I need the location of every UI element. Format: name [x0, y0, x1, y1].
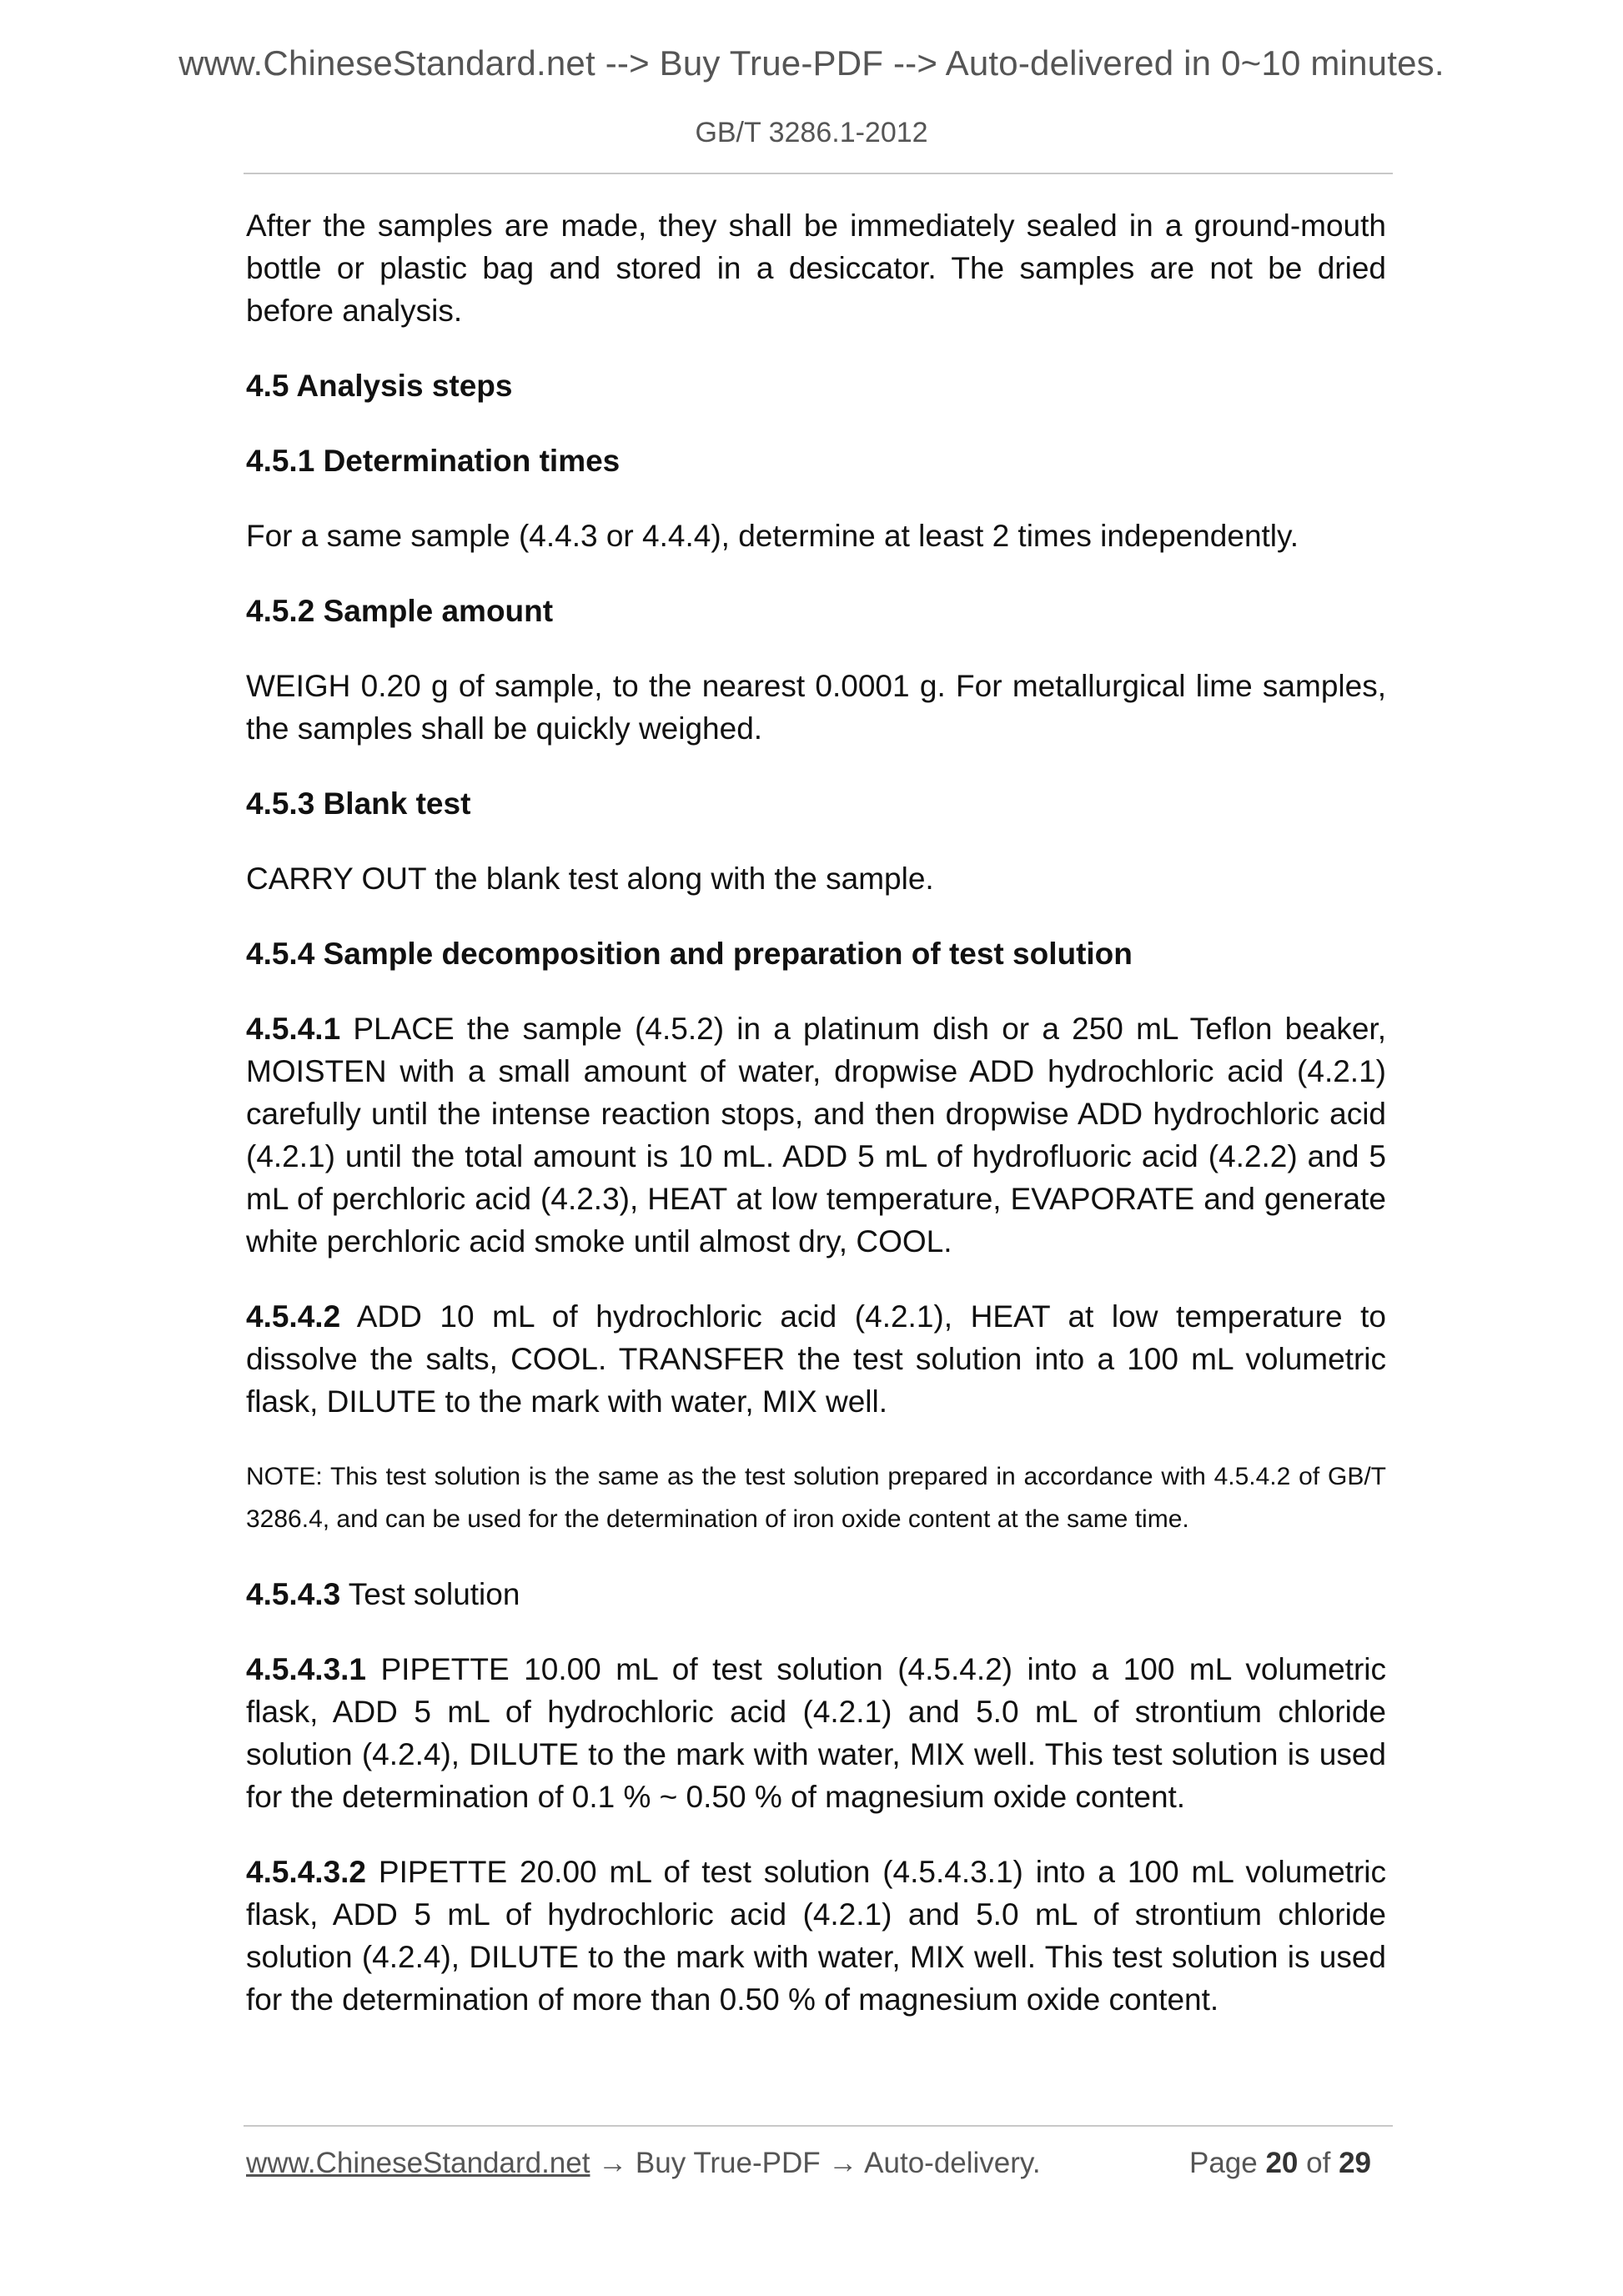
clause-number-4-5-4-1: 4.5.4.1 [246, 1012, 341, 1046]
header-divider [244, 173, 1393, 174]
footer-left [246, 2147, 1041, 2180]
current-page-number: 20 [1265, 2147, 1299, 2179]
intro-paragraph: After the samples are made, they shall be immediately sealed in a ground-mouth bottle or plastic bag and stored in a desiccator. The samples are not be dried before analysis. [246, 208, 1386, 328]
footer-tagline: → Buy True-PDF → Auto-delivery. [590, 2147, 1041, 2179]
section-heading-4-5-4: 4.5.4 Sample decomposition and preparation of test solution [246, 937, 1133, 971]
footer-divider [244, 2125, 1393, 2127]
paragraph-4-5-1: For a same sample (4.4.3 or 4.4.4), determine at least 2 times independently. [246, 519, 1299, 553]
note-paragraph: NOTE: This test solution is the same as the test solution prepared in accordance with 4.5.4.2 of GB/T 3286.4, and can be used for the determination of iron oxide content at the same time. [246, 1463, 1386, 1533]
clause-text-4-5-4-3: Test solution [340, 1577, 520, 1611]
clause-text-4-5-4-2: ADD 10 mL of hydrochloric acid (4.2.1), HEAT at low temperature to dissolve the salts, COOL. TRANSFER the test solution into a 100 mL volumetric flask, DILUTE to the mark with water, MIX well. [246, 1299, 1386, 1419]
section-heading-4-5-3: 4.5.3 Blank test [246, 786, 471, 821]
clause-number-4-5-4-3: 4.5.4.3 [246, 1577, 341, 1611]
page-word: Page [1188, 2147, 1258, 2179]
header-banner: www.ChineseStandard.net --> Buy True-PDF --> Auto-delivered in 0~10 minutes. [178, 43, 1445, 83]
of-word: of [1306, 2147, 1331, 2179]
standard-number: GB/T 3286.1-2012 [695, 117, 928, 148]
total-page-count: 29 [1339, 2147, 1371, 2179]
clause-text-4-5-4-3-2: PIPETTE 20.00 mL of test solution (4.5.4.3.1) into a 100 mL volumetric flask, ADD 5 mL of hydrochloric acid (4.2.1) and 5.0 mL of strontium chloride solution (4.2.4), DILUTE to the mark with water, MIX well. This test solution is used for the determination of more than 0.50 % of magnesium oxide content. [246, 1855, 1386, 2017]
clause-text-4-5-4-3-1: PIPETTE 10.00 mL of test solution (4.5.4.2) into a 100 mL volumetric flask, ADD 5 mL of hydrochloric acid (4.2.1) and 5.0 mL of strontium chloride solution (4.2.4), DILUTE to the mark with water, MIX well. This test solution is used for the determination of 0.1 % ~ 0.50 % of magnesium oxide content. [246, 1652, 1386, 1814]
paragraph-4-5-4-3 [246, 1573, 1386, 1615]
paragraph-4-5-2: WEIGH 0.20 g of sample, to the nearest 0.0001 g. For metallurgical lime samples, the samples shall be quickly weighed. [246, 669, 1386, 746]
paragraph-4-5-4-3-1 [246, 1648, 1386, 1818]
paragraph-4-5-4-3-2 [246, 1851, 1386, 2021]
paragraph-4-5-4-2 [246, 1295, 1386, 1423]
clause-number-4-5-4-3-2: 4.5.4.3.2 [246, 1855, 367, 1889]
footer-website-link[interactable]: www.ChineseStandard.net [246, 2147, 590, 2179]
section-heading-4-5-1: 4.5.1 Determination times [246, 444, 621, 478]
clause-number-4-5-4-2: 4.5.4.2 [246, 1299, 341, 1334]
paragraph-4-5-3: CARRY OUT the blank test along with the sample. [246, 862, 934, 896]
document-body [246, 204, 1386, 2021]
section-heading-4-5-2: 4.5.2 Sample amount [246, 594, 554, 628]
paragraph-4-5-4-1 [246, 1007, 1386, 1263]
clause-number-4-5-4-3-1: 4.5.4.3.1 [246, 1652, 367, 1686]
clause-text-4-5-4-1: PLACE the sample (4.5.2) in a platinum dish or a 250 mL Teflon beaker, MOISTEN with a small amount of water, dropwise ADD hydrochloric acid (4.2.1) carefully until the intense reaction stops, and then dropwise ADD hydrochloric acid (4.2.1) until the total amount is 10 mL. ADD 5 mL of hydrofluoric acid (4.2.2) and 5 mL of perchloric acid (4.2.3), HEAT at low temperature, EVAPORATE and generate white perchloric acid smoke until almost dry, COOL. [246, 1012, 1386, 1259]
page-counter [1189, 2147, 1371, 2180]
section-heading-4-5: 4.5 Analysis steps [246, 369, 513, 403]
